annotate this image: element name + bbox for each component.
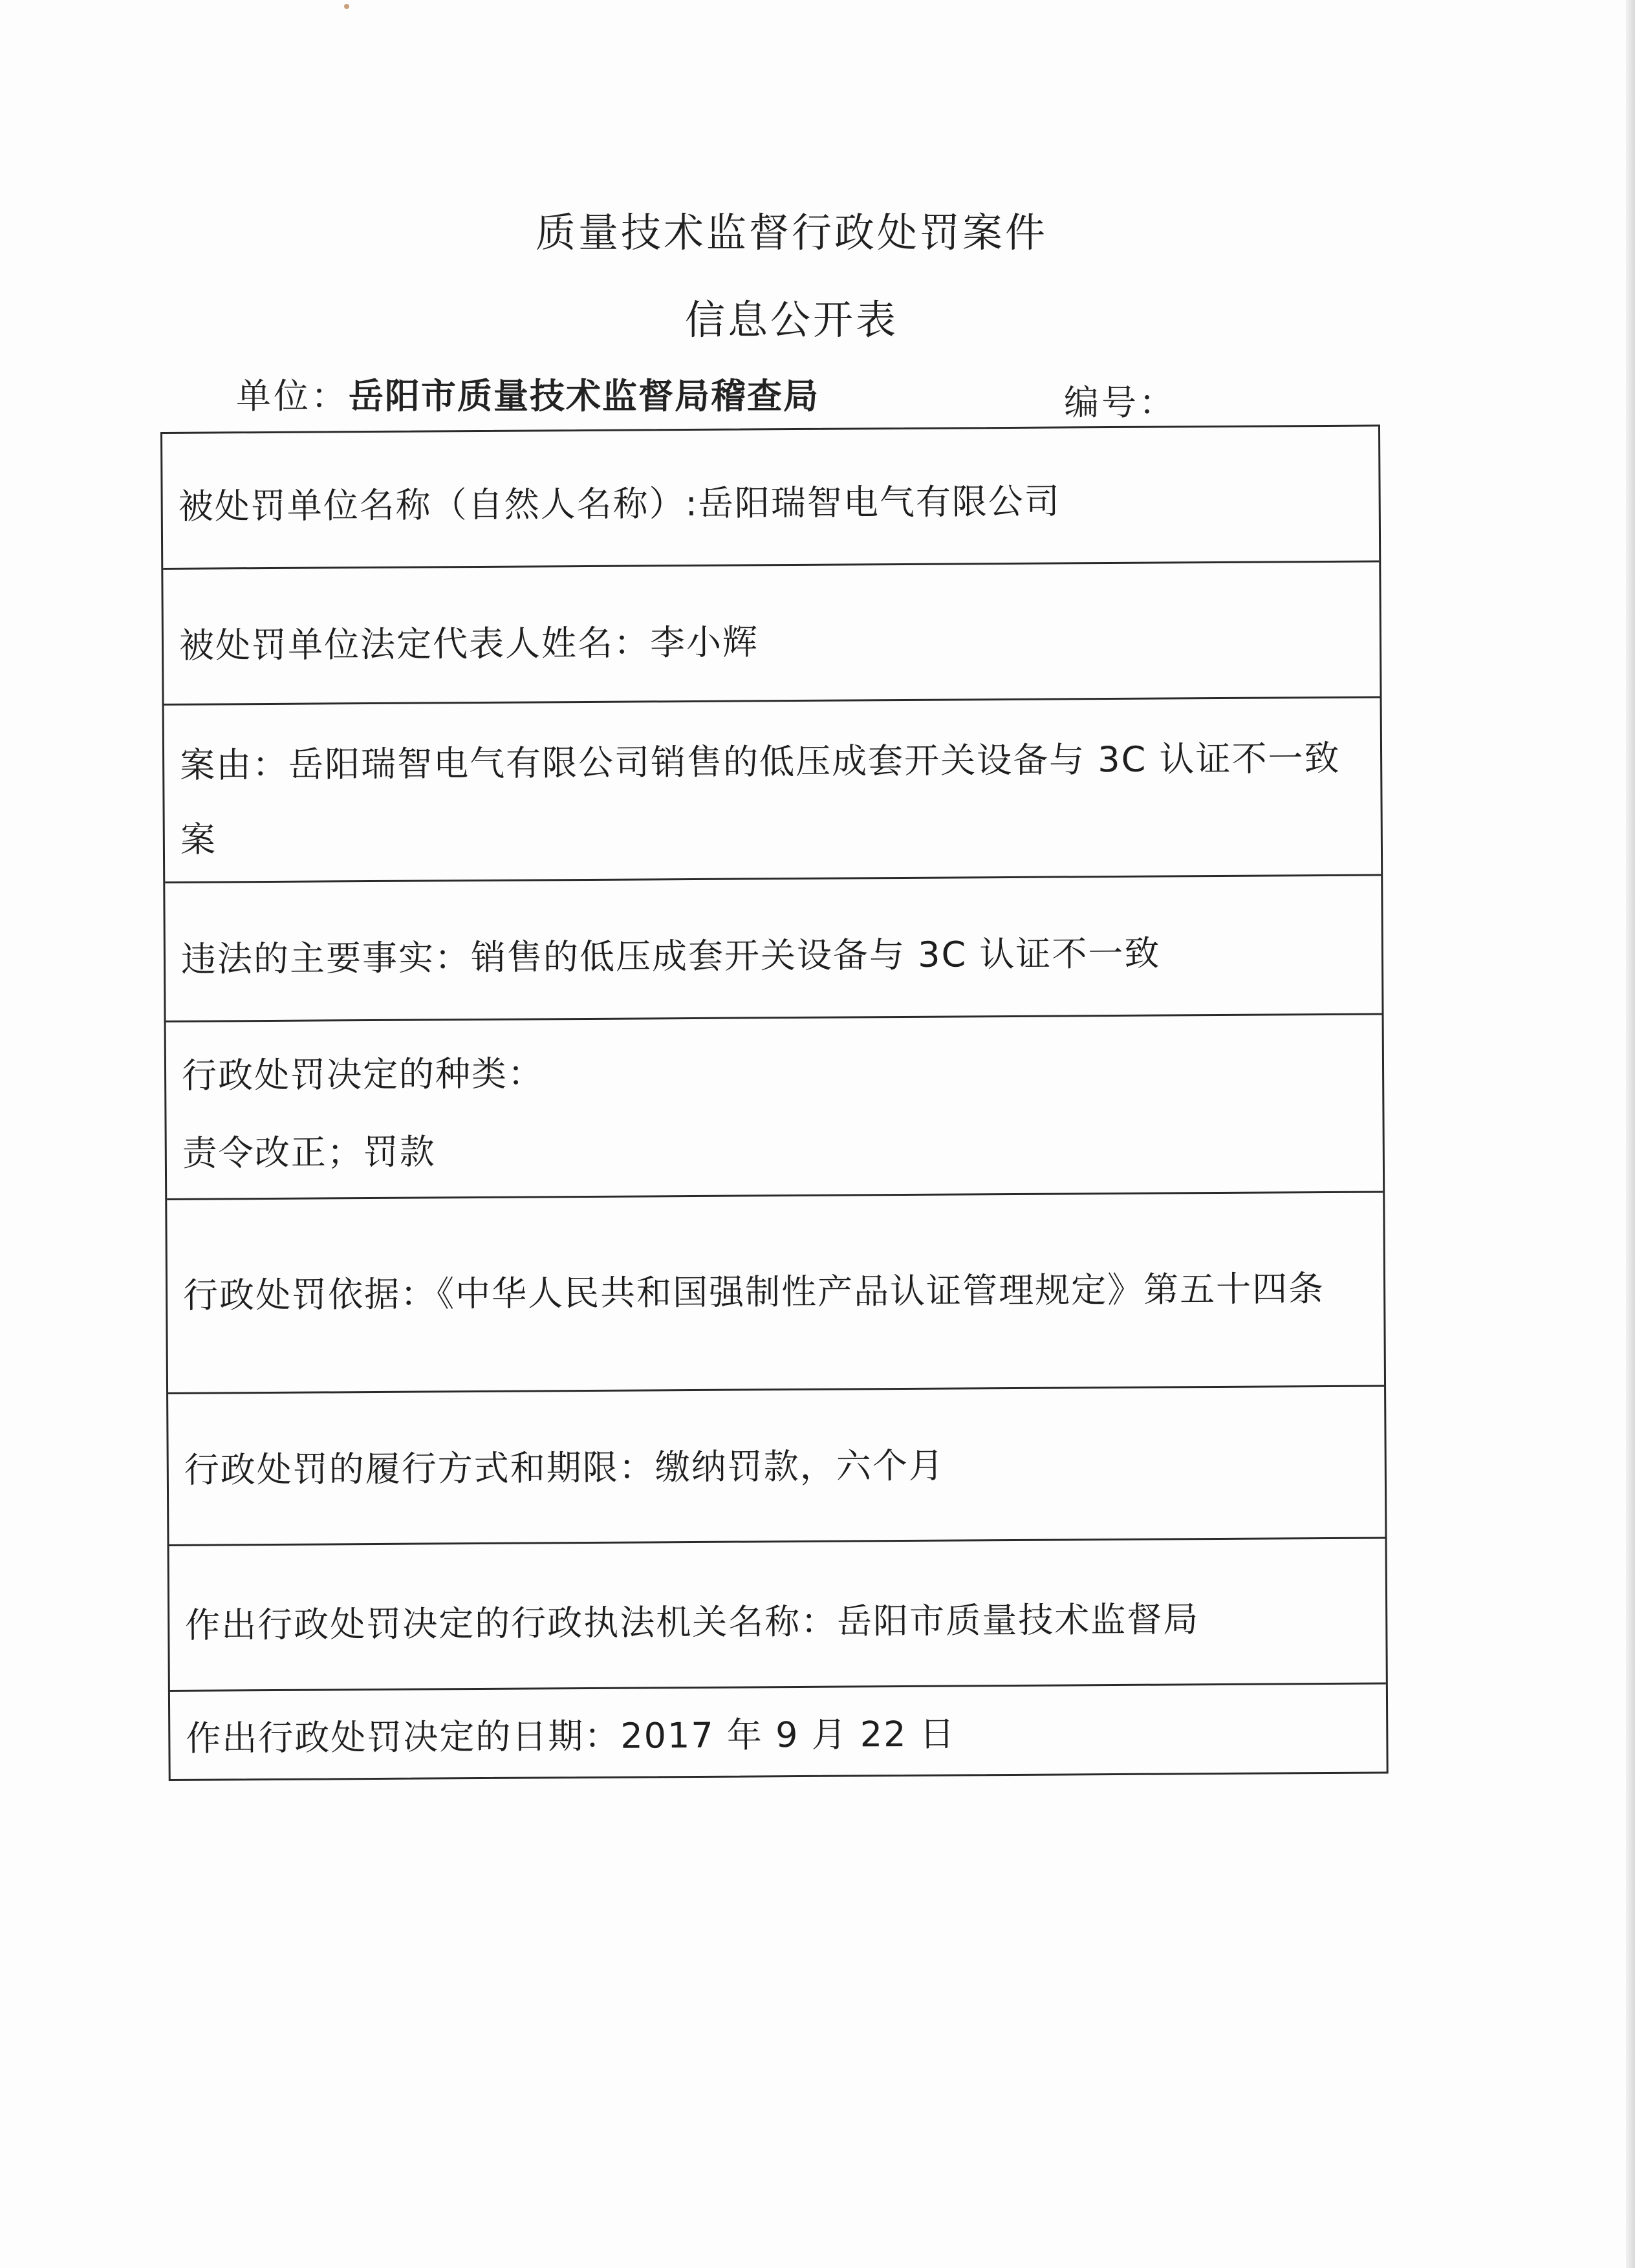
legal-representative-text: 被处罚单位法定代表人姓名：李小辉	[179, 621, 759, 666]
case-cause-text: 案由：岳阳瑞智电气有限公司销售的低压成套开关设备与 3C 认证不一致	[179, 737, 1341, 786]
penalty-basis-text: 行政处罚依据：《中华人民共和国强制性产品认证管理规定》第五十四条	[182, 1268, 1325, 1316]
unit-value: 岳阳市质量技术监督局稽查局	[349, 376, 819, 416]
table-row-penalty-type	[166, 1015, 1383, 1200]
table-row-penalty-basis	[167, 1193, 1384, 1394]
document-title: 质量技术监督行政处罚案件	[535, 209, 1048, 256]
penalized-entity-text: 被处罚单位名称（自然人名称）:岳阳瑞智电气有限公司	[178, 481, 1061, 527]
number-label: 编号：	[1064, 382, 1176, 423]
document-subtitle: 信息公开表	[684, 296, 898, 343]
table-row-legal-representative	[163, 562, 1380, 705]
table-row-main-facts	[165, 876, 1381, 1022]
scan-edge	[1626, 0, 1635, 2268]
table-row-penalized-entity	[162, 426, 1379, 569]
info-table	[160, 424, 1389, 1780]
decision-date-text: 作出行政处罚决定的日期：2017 年 9 月 22 日	[186, 1713, 956, 1759]
table-row-performance-method	[168, 1387, 1385, 1546]
table-row-case-cause	[164, 698, 1381, 883]
main-facts-text: 违法的主要事实：销售的低压成套开关设备与 3C 认证不一致	[180, 933, 1161, 980]
table-row-enforcement-agency	[169, 1539, 1386, 1691]
performance-method-text: 行政处罚的履行方式和期限：缴纳罚款，六个月	[184, 1445, 945, 1491]
unit-label: 单位：	[236, 376, 349, 416]
scan-speck	[344, 4, 349, 9]
enforcement-agency-text: 作出行政处罚决定的行政执法机关名称：岳阳市质量技术监督局	[185, 1599, 1200, 1646]
table-row-decision-date	[170, 1684, 1387, 1778]
case-cause-text-cont: 案	[180, 819, 217, 860]
unit-line	[236, 369, 819, 418]
penalty-type-label: 行政处罚决定的种类：	[181, 1053, 545, 1096]
penalty-type-value: 责令改正；罚款	[182, 1131, 436, 1174]
